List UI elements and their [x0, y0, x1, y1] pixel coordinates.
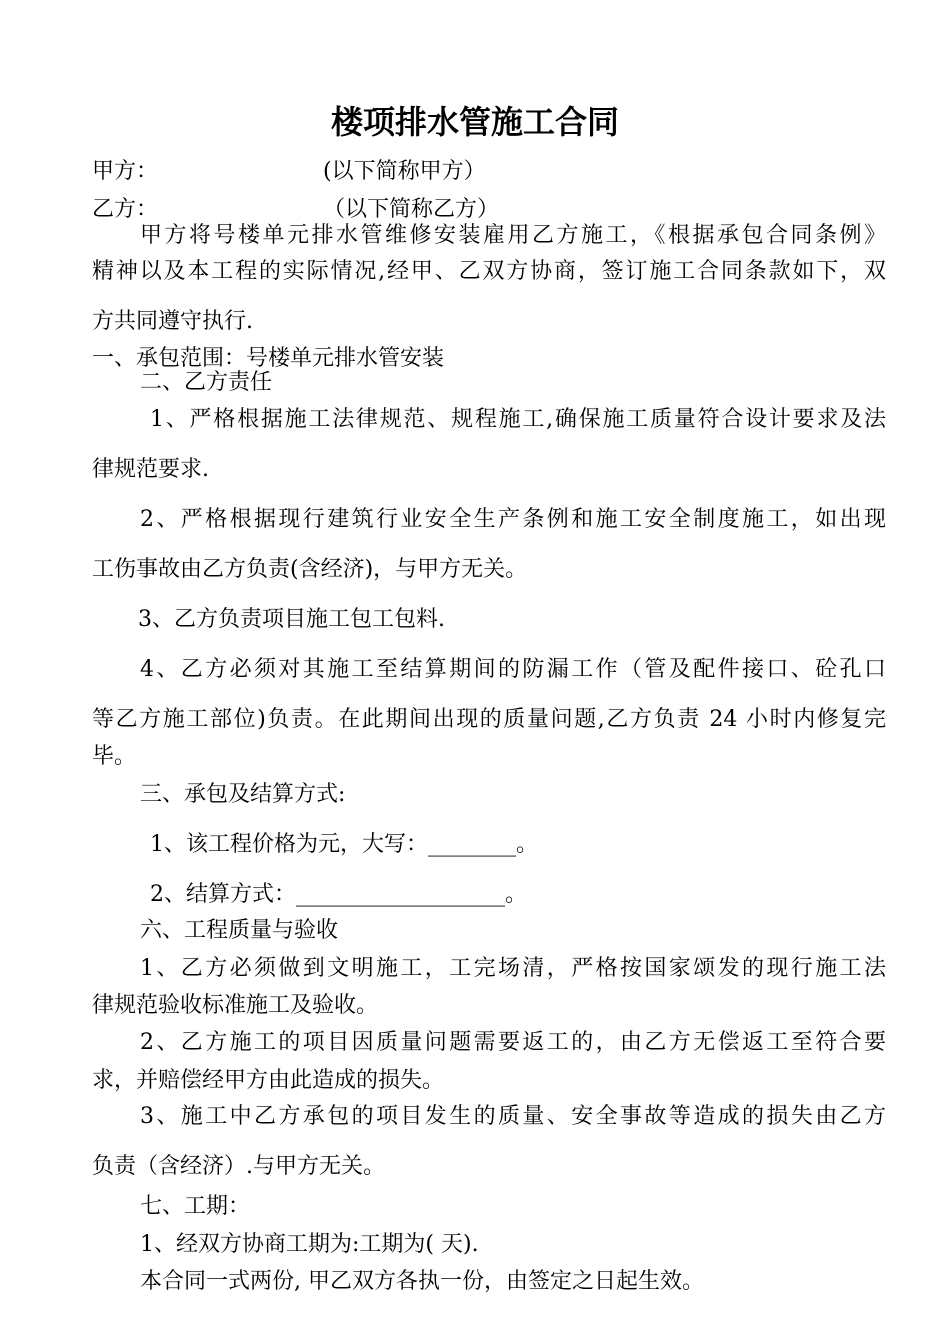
intro-paragraph-line-3: 方共同遵守执行. [92, 309, 253, 334]
party-a-note: (以下简称甲方） [323, 159, 486, 184]
section-3-heading: 三、承包及结算方式: [140, 782, 346, 807]
clause-2-1-line-2: 律规范要求. [92, 457, 209, 482]
clause-3-1-label: 1、该工程价格为元，大写： [150, 832, 428, 857]
settlement-blank: ___________________。 [296, 882, 528, 907]
section-6-heading: 六、工程质量与验收 [140, 918, 339, 943]
clause-2-2-line-1: 2、严格根据现行建筑行业安全生产条例和施工安全制度施工，如出现 [140, 507, 886, 532]
clause-6-2-line-1: 2、乙方施工的项目因质量问题需要返工的，由乙方无偿返工至符合要 [140, 1030, 886, 1055]
clause-2-4-line-1: 4、乙方必须对其施工至结算期间的防漏工作（管及配件接口、砼孔口 [140, 657, 886, 682]
clause-3-2-label: 2、结算方式： [150, 882, 296, 907]
section-7-heading: 七、工期： [140, 1194, 251, 1219]
clause-3-1 [150, 831, 538, 859]
section-1-heading: 一、承包范围：号楼单元排水管安装 [92, 346, 445, 371]
clause-2-3: 3、乙方负责项目施工包工包料. [138, 607, 445, 632]
intro-paragraph-line-1: 甲方将号楼单元排水管维修安装雇用乙方施工，《根据承包合同条例》 [140, 223, 886, 248]
clause-2-4-line-2: 等乙方施工部位)负责。在此期间出现的质量问题,乙方负责 24 小时内修复完 [92, 707, 886, 732]
party-b-label: 乙方： [92, 197, 159, 222]
clause-6-1-line-2: 律规范验收标准施工及验收。 [92, 993, 379, 1018]
intro-paragraph-line-2: 精神以及本工程的实际情况,经甲、乙双方协商，签订施工合同条款如下，双 [92, 259, 886, 284]
party-a-label: 甲方： [92, 159, 159, 184]
party-b-note: （以下简称乙方） [323, 197, 500, 222]
clause-2-2-line-2: 工伤事故由乙方负责(含经济)，与甲方无关。 [92, 557, 528, 582]
price-blank: ________。 [428, 832, 539, 857]
closing-statement: 本合同一式两份, 甲乙双方各执一份，由签定之日起生效。 [140, 1269, 704, 1294]
section-2-heading: 二、乙方责任 [140, 370, 273, 395]
clause-6-3-line-2: 负责（含经济）.与甲方无关。 [92, 1154, 385, 1179]
clause-2-4-line-3: 毕。 [92, 744, 137, 769]
clause-7-1: 1、经双方协商工期为:工期为( 天). [140, 1232, 479, 1257]
clause-6-3-line-1: 3、施工中乙方承包的项目发生的质量、安全事故等造成的损失由乙方 [140, 1104, 886, 1129]
clause-6-2-line-2: 求，并赔偿经甲方由此造成的损失。 [92, 1068, 445, 1093]
clause-3-2 [150, 881, 527, 909]
document-title: 楼项排水管施工合同 [330, 103, 619, 141]
clause-6-1-line-1: 1、乙方必须做到文明施工，工完场清，严格按国家颂发的现行施工法 [140, 956, 886, 981]
clause-2-1-line-1: 1、严格根据施工法律规范、规程施工,确保施工质量符合设计要求及法 [150, 407, 886, 432]
